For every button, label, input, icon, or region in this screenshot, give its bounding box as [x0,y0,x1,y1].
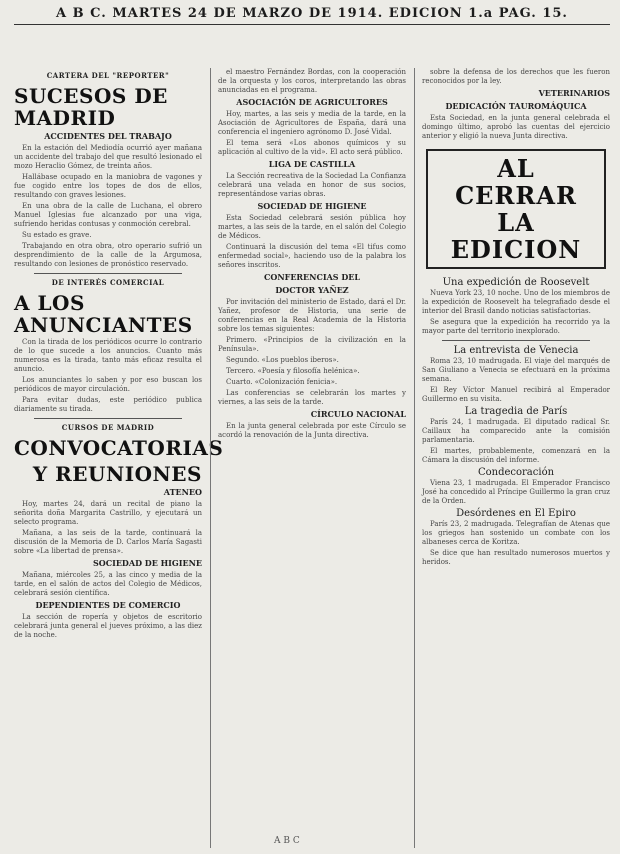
paragraph: Hoy, martes, a las seis y media de la tarde, en la Asociación de Agricultores de España, dará una conferencia el ingeniero agrónomo D. José Vidal. [218,110,406,136]
paragraph: Se asegura que la expedición ha recorrido ya la mayor parte del territorio inexplorado. [422,318,610,335]
footer-mark: A B C [274,836,300,846]
paragraph: El tema será «Los abonos químicos y su aplicación al cultivo de la vid». El acto será público. [218,139,406,156]
paragraph: Cuarto. «Colonización fenicia». [226,378,338,386]
paragraph: Nueva York 23, 10 noche. Uno de los miembros de la expedición de Roosevelt ha telegrafiado desde el interior del Brasil dando noticias satisfactorias. [422,289,610,315]
box-line-1: AL CERRAR [455,154,577,210]
subhead-veterinarios: VETERINARIOS [538,88,610,98]
paragraph: La sección de ropería y objetos de escritorio celebrará junta general el jueves próximo, a las diez de la noche. [14,613,202,639]
news-headline: La entrevista de Venecia [453,345,579,356]
subhead-higiene: SOCIEDAD DE HIGIENE [92,558,202,568]
paragraph: En la estación del Mediodía ocurrió ayer mañana un accidente del trabajo del que resultó lesionado el mozo Heraclio Gómez, de treinta años. [14,144,202,170]
paragraph: Por invitación del ministerio de Estado, dará el Dr. Yañez, profesor de Historia, una serie de conferencias en la Real Academia de la Historia sobre los temas siguientes: [218,298,406,333]
news-headline: Desórdenes en El Epiro [456,508,576,519]
subhead-circulo: CÍRCULO NACIONAL [310,409,406,419]
paragraph: Tercero. «Poesía y filosofía helénica». [226,367,360,375]
paragraph: Esta Sociedad celebrará sesión pública hoy martes, a las seis de la tarde, en el salón del Colegio de Médicos. [218,214,406,240]
paragraph: Trabajando en otra obra, otro operario sufrió un desprendimiento de la calle de la Argumosa, resultando con lesiones de pronóstico reservado. [14,242,202,268]
paragraph: El Rey Víctor Manuel recibirá al Emperador Guillermo en su visita. [422,386,610,403]
column-2 [218,68,406,848]
al-cerrar-box [426,149,606,269]
paragraph: sobre la defensa de los derechos que les fueron reconocidos por la ley. [422,68,610,85]
paragraph: Continuará la discusión del tema «El tifus como enfermedad social», haciendo uso de la palabra los señores inscritos. [218,243,406,269]
newspaper-page [14,0,610,854]
headline-reuniones: Y REUNIONES [32,462,202,486]
subhead-higiene: SOCIEDAD DE HIGIENE [257,201,367,211]
paragraph: Para evitar dudas, este periódico publica diariamente su tirada. [14,396,202,413]
section-kicker: CURSOS DE MADRID [61,423,155,432]
news-headline: Una expedición de Roosevelt [442,277,590,288]
subhead-conferencias: CONFERENCIAS DEL [263,272,361,282]
paragraph: Viena 23, 1 madrugada. El Emperador Francisco José ha concedido al Príncipe Guillermo la gran cruz de la Orden. [422,479,610,505]
paragraph: Roma 23, 10 madrugada. El viaje del marqués de San Giuliano a Venecia se efectuará en la próxima semana. [422,357,610,383]
paragraph: Su estado es grave. [22,231,92,239]
paragraph: Hallábase ocupado en la maniobra de vagones y fue cogido entre los topes de dos de ellos, resultando con graves lesiones. [14,173,202,199]
subhead-doctor: DOCTOR YAÑEZ [275,285,349,295]
section-kicker: CARTERA DEL "REPORTER" [46,71,170,80]
subhead-ateneo: ATENEO [163,487,202,497]
paragraph: el maestro Fernández Bordas, con la cooperación de la orquesta y los coros, interpretando las obras anunciadas en el programa. [218,68,406,94]
paragraph: Las conferencias se celebrarán los martes y viernes, a las seis de la tarde. [218,389,406,406]
paragraph: Esta Sociedad, en la junta general celebrada el domingo último, aprobó las cuentas del ejercicio anterior y eligió la nueva Junta directiva. [422,114,610,140]
headline-anunciantes: A LOS ANUNCIANTES [14,291,193,337]
subhead-dependientes: DEPENDIENTES DE COMERCIO [35,600,181,610]
headline-sucesos: SUCESOS DE MADRID [14,84,168,130]
paragraph: Segundo. «Los pueblos iberos». [226,356,339,364]
news-headline: Condecoración [477,467,555,478]
column-3 [422,68,610,848]
paragraph: En la junta general celebrada por este Círculo se acordó la renovación de la Junta directiva. [218,422,406,439]
paragraph: Mañana, a las seis de la tarde, continuará la discusión de la Memoria de D. Carlos María Sagasti sobre «La libertad de prensa». [14,529,202,555]
news-headline: La tragedia de París [464,406,568,417]
paragraph: Con la tirada de los periódicos ocurre lo contrario de lo que sucede a los anuncios. Cuanto más numerosa es la tirada, tanto más eficaz resulta el anuncio. [14,338,202,373]
divider [34,418,182,419]
paragraph: La Sección recreativa de la Sociedad La Confianza celebrará una velada en honor de sus socios, representándose varias obras. [218,172,406,198]
subhead-accidentes: ACCIDENTES DEL TRABAJO [44,131,172,141]
column-separator [414,68,415,848]
paragraph: Hoy, martes 24, dará un recital de piano la señorita doña Margarita Castrillo, y ejecutará un selecto programa. [14,500,202,526]
header-rule [14,24,610,25]
page-header: A B C. MARTES 24 DE MARZO DE 1914. EDICION 1.a PAG. 15. [56,6,568,21]
headline-convocatorias: CONVOCATORIAS [14,436,224,460]
paragraph: Primero. «Principios de la civilización en la Península». [218,336,406,353]
column-separator [210,68,211,848]
paragraph: Se dice que han resultado numerosos muertos y heridos. [422,549,610,566]
paragraph: París 24, 1 madrugada. El diputado radical Sr. Caillaux ha comparecido ante la comisión parlamentaria. [422,418,610,444]
paragraph: Los anunciantes lo saben y por eso buscan los periódicos de mayor circulación. [14,376,202,393]
subhead-dedicacion: DEDICACIÓN TAUROMÁQUICA [445,101,587,111]
divider [442,340,590,341]
subhead-castilla: LIGA DE CASTILLA [268,159,356,169]
subhead-agricultores: ASOCIACIÓN DE AGRICULTORES [236,97,388,107]
divider [34,273,182,274]
paragraph: Mañana, miércoles 25, a las cinco y media de la tarde, en el salón de actos del Colegio de Médicos, celebrará sesión científica. [14,571,202,597]
box-line-2: LA EDICION [450,208,582,264]
section-kicker: DE INTERÉS COMERCIAL [51,278,165,287]
paragraph: El martes, probablemente, comenzará en la Cámara la discusión del informe. [422,447,610,464]
paragraph: París 23, 2 madrugada. Telegrafían de Atenas que los griegos han sostenido un combate con los albaneses cerca de Koritza. [422,520,610,546]
paragraph: En una obra de la calle de Luchana, el obrero Manuel Iglesias fue alcanzado por una viga, sufriendo heridas contusas y conmoción cerebral. [14,202,202,228]
column-1 [14,68,224,848]
